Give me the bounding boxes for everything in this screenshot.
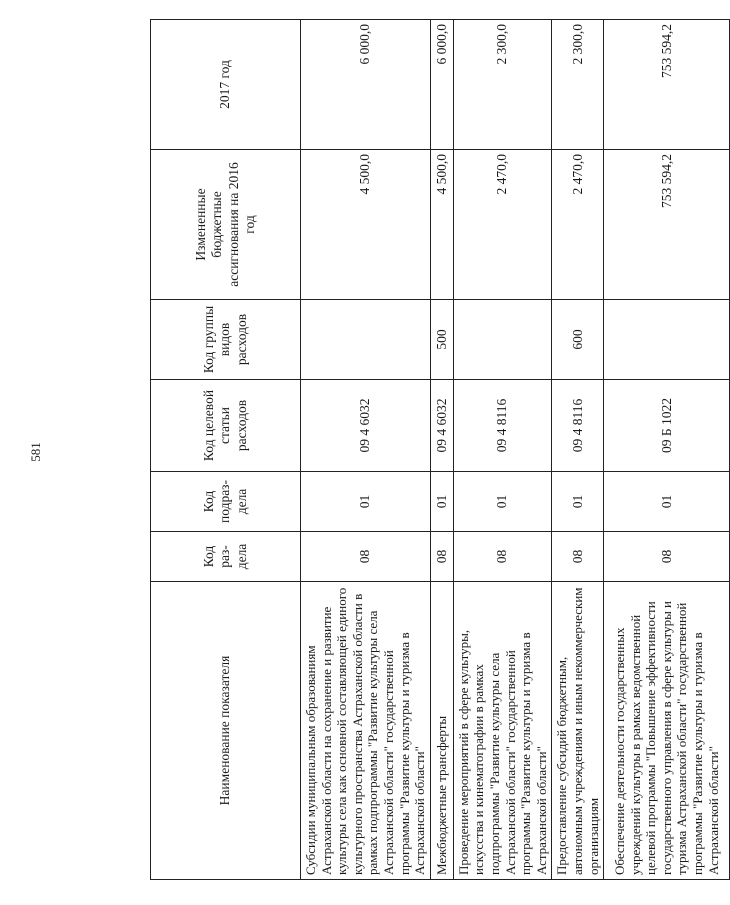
row-2017: 2 300,0 bbox=[552, 20, 604, 150]
row-vid bbox=[301, 300, 431, 380]
table-row bbox=[301, 20, 431, 880]
row-razdel: 08 bbox=[604, 532, 730, 582]
row-name: Обеспечение деятельности государственных учреждений культуры в рамках ведомственной целевой программы "Повышение эффективности государственного управления в сфере культуры и туризма Астраханской области" государственной программы "Развитие культуры и туризма в Астраханской области" bbox=[604, 582, 730, 880]
row-podrazdel: 01 bbox=[552, 472, 604, 532]
row-name: Проведение мероприятий в сфере культуры, искусства и кинематографии в рамках подпрограммы "Развитие культуры села Астраханской области" государственной программы "Развитие культуры и туризма в Астраханской области" bbox=[453, 582, 552, 880]
row-2016: 2 470,0 bbox=[552, 150, 604, 300]
row-2017: 6 000,0 bbox=[430, 20, 453, 150]
row-2016: 753 594,2 bbox=[604, 150, 730, 300]
header-2016: Измененные бюджетные ассигнования на 2016 год bbox=[151, 150, 301, 300]
table-row bbox=[604, 20, 730, 880]
header-cel: Код целевой статьи расходов bbox=[151, 380, 301, 472]
row-podrazdel: 01 bbox=[301, 472, 431, 532]
row-2016: 2 470,0 bbox=[453, 150, 552, 300]
row-cel: 09 Б 1022 bbox=[604, 380, 730, 472]
row-2017: 753 594,2 bbox=[604, 20, 730, 150]
row-cel: 09 4 6032 bbox=[430, 380, 453, 472]
row-vid bbox=[453, 300, 552, 380]
row-cel: 09 4 8116 bbox=[552, 380, 604, 472]
row-razdel: 08 bbox=[301, 532, 431, 582]
table-row bbox=[430, 20, 453, 880]
row-name: Субсидии муниципальным образованиям Астраханской области на сохранение и развитие культуры села как основной составляющей единого культурного пространства Астраханской области в рамках подпрограммы "Развитие культуры села Астраханской области" государственной программы "Развитие культуры и туризма в Астраханской области" bbox=[301, 582, 431, 880]
row-name: Предоставление субсидий бюджетным, автономным учреждениям и иным некоммерческим организациям bbox=[552, 582, 604, 880]
row-name: Межбюджетные трансферты bbox=[430, 582, 453, 880]
row-podrazdel: 01 bbox=[604, 472, 730, 532]
row-razdel: 08 bbox=[453, 532, 552, 582]
row-cel: 09 4 6032 bbox=[301, 380, 431, 472]
row-podrazdel: 01 bbox=[430, 472, 453, 532]
rotated-page-content bbox=[150, 20, 721, 880]
table-row bbox=[552, 20, 604, 880]
row-razdel: 08 bbox=[430, 532, 453, 582]
row-2017: 6 000,0 bbox=[301, 20, 431, 150]
row-razdel: 08 bbox=[552, 532, 604, 582]
table-header-row bbox=[151, 20, 301, 880]
row-vid bbox=[604, 300, 730, 380]
row-vid: 600 bbox=[552, 300, 604, 380]
row-2016: 4 500,0 bbox=[301, 150, 431, 300]
header-name: Наименование показателя bbox=[151, 582, 301, 880]
row-2016: 4 500,0 bbox=[430, 150, 453, 300]
row-cel: 09 4 8116 bbox=[453, 380, 552, 472]
row-podrazdel: 01 bbox=[453, 472, 552, 532]
header-podrazdel: Код подраз-дела bbox=[151, 472, 301, 532]
row-vid: 500 bbox=[430, 300, 453, 380]
table-row bbox=[453, 20, 552, 880]
row-2017: 2 300,0 bbox=[453, 20, 552, 150]
budget-table bbox=[150, 19, 730, 880]
header-vid: Код группы видов расходов bbox=[151, 300, 301, 380]
header-2017: 2017 год bbox=[151, 20, 301, 150]
page-number: 581 bbox=[28, 442, 43, 462]
header-razdel: Код раз-дела bbox=[151, 532, 301, 582]
